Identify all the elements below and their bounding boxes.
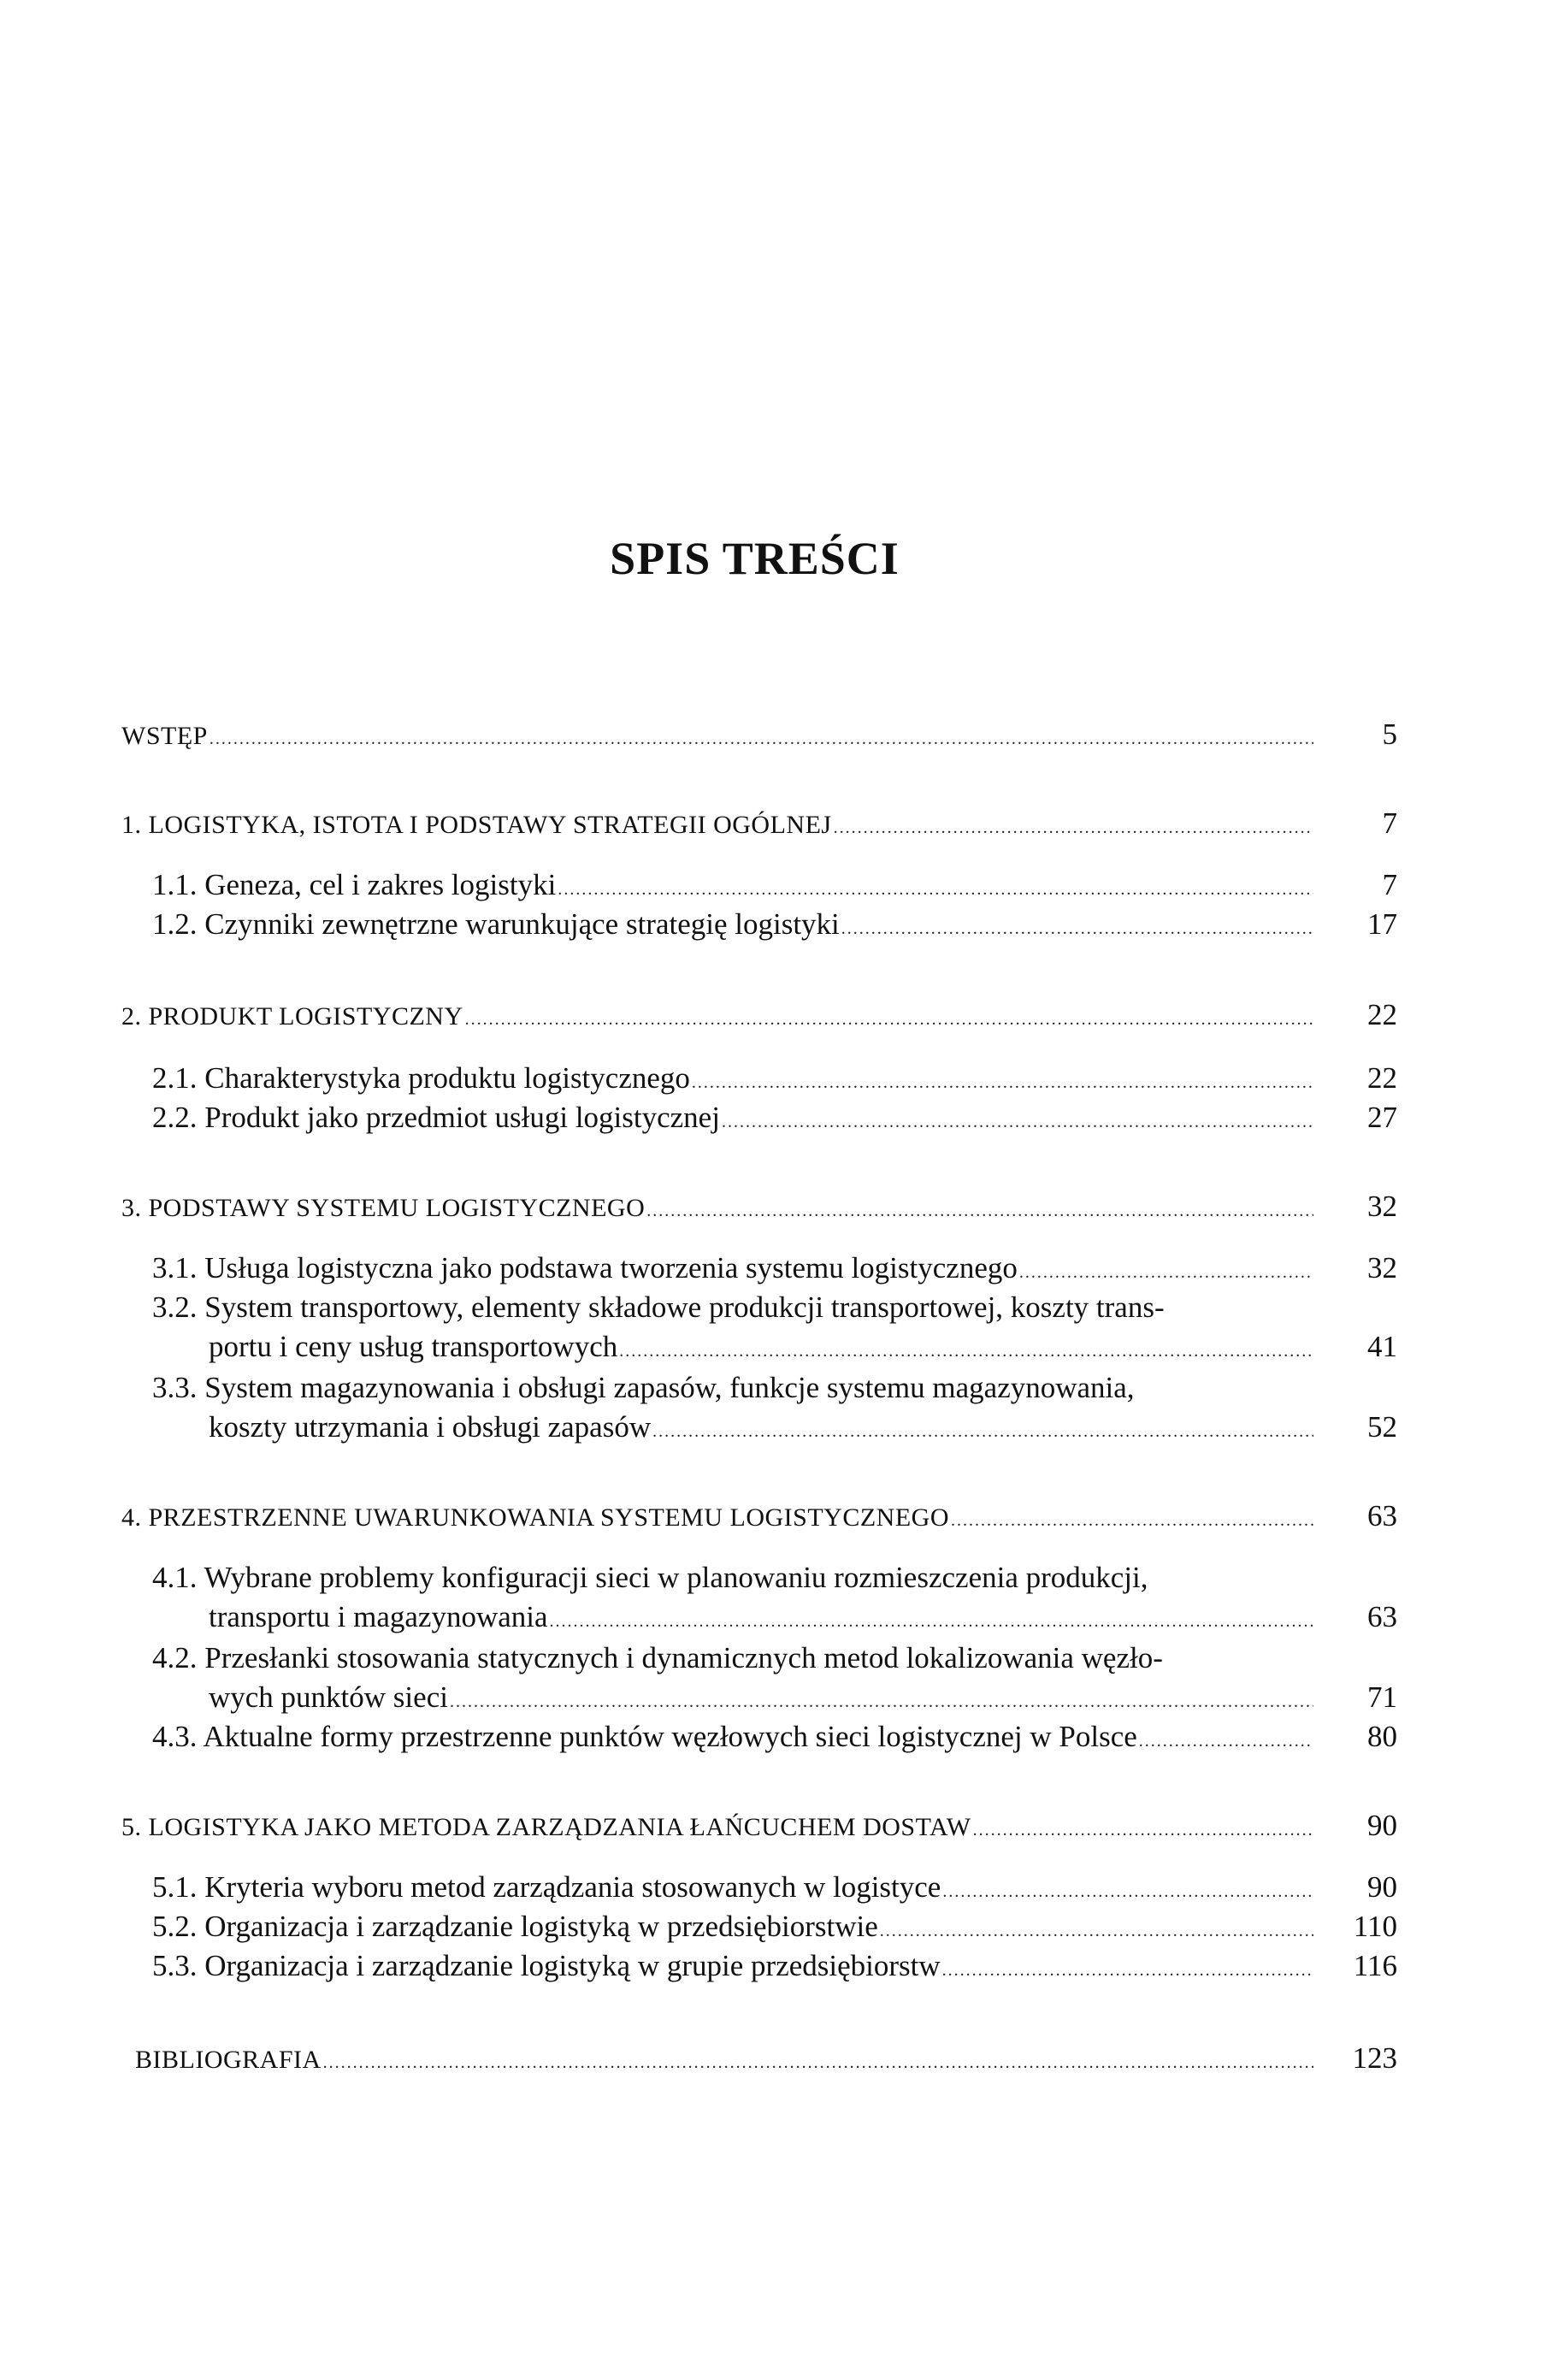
toc-section-3-2 [209, 1327, 1397, 1371]
toc-entry-page: 63 [1367, 1499, 1397, 1533]
toc-entry-label: 1.2. Czynniki zewnętrzne warunkujące strategię logistyki [152, 907, 840, 941]
page-title: SPIS TREŚCI [610, 533, 900, 584]
toc-leader-dots [558, 870, 1313, 909]
toc-section-3-3-line1 [152, 1368, 1315, 1408]
toc-entry-label: 1. LOGISTYKA, ISTOTA I PODSTAWY STRATEGII OGÓLNEJ [121, 811, 832, 839]
toc-leader-dots [619, 1332, 1313, 1371]
toc-leader-dots [942, 1951, 1313, 1990]
toc-entry-label: 5.3. Organizacja i zarządzanie logistyką w grupie przedsiębiorstw [152, 1949, 941, 1982]
toc-entry-label: 5. LOGISTYKA JAKO METODA ZARZĄDZANIA ŁAŃCUCHEM DOSTAW [121, 1813, 971, 1841]
toc-section-3-3 [209, 1408, 1397, 1451]
toc-entry-label: 1.1. Geneza, cel i zakres logistyki [152, 868, 557, 901]
toc-entry-label-continued: wych punktów sieci [209, 1680, 448, 1714]
toc-entry-page: 5 [1382, 718, 1397, 751]
toc-section-4-2-line1 [152, 1639, 1315, 1678]
toc-leader-dots [834, 808, 1313, 847]
toc-entry-page: 52 [1367, 1410, 1397, 1444]
toc-entry-label: 4.3. Aktualne formy przestrzenne punktów węzłowych sieci logistycznej w Polsce [152, 1720, 1137, 1753]
toc-entry-label: 3.3. System magazynowania i obsługi zapasów, funkcje systemu magazynowania, [152, 1371, 1135, 1404]
toc-entry-page: 27 [1367, 1101, 1397, 1134]
toc-entry-label: 2.1. Charakterystyka produktu logistycznego [152, 1061, 690, 1095]
toc-leader-dots [973, 1810, 1313, 1850]
toc-section-1-1 [152, 865, 1397, 909]
toc-entry-label: 3.1. Usługa logistyczna jako podstawa tworzenia systemu logistycznego [152, 1251, 1018, 1284]
toc-leader-dots [323, 2043, 1313, 2082]
toc-entry-bibliography [135, 2039, 1397, 2082]
toc-entry-page: 22 [1367, 998, 1397, 1031]
toc-section-5-3 [152, 1946, 1397, 1990]
toc-entry-label: 4.1. Wybrane problemy konfiguracji sieci w planowaniu rozmieszczenia produkcji, [152, 1561, 1148, 1594]
toc-entry-label: 3. PODSTAWY SYSTEMU LOGISTYCZNEGO [121, 1194, 646, 1222]
toc-entry-label: BIBLIOGRAFIA [135, 2046, 322, 2074]
toc-leader-dots [880, 1911, 1313, 1951]
toc-entry-label: 5.1. Kryteria wyboru metod zarządzania stosowanych w logistyce [152, 1870, 941, 1904]
toc-entry-intro [121, 715, 1397, 759]
toc-leader-dots [1139, 1722, 1313, 1761]
toc-section-1-2 [152, 905, 1397, 948]
toc-leader-dots [646, 1191, 1313, 1231]
toc-entry-label-continued: portu i ceny usług transportowych [209, 1330, 618, 1363]
toc-leader-dots [841, 909, 1313, 948]
toc-section-4-1-line1 [152, 1558, 1315, 1597]
toc-entry-label: WSTĘP [121, 722, 208, 750]
toc-entry-label: 3.2. System transportowy, elementy składowe produkcji transportowej, koszty trans- [152, 1290, 1165, 1324]
toc-entry-label: 4.2. Przesłanki stosowania statycznych i dynamicznych metod lokalizowania węzło- [152, 1641, 1163, 1674]
toc-section-2-2 [152, 1098, 1397, 1142]
toc-leader-dots [692, 1063, 1313, 1102]
toc-entry-page: 123 [1352, 2041, 1397, 2075]
toc-leader-dots [450, 1682, 1313, 1722]
toc-entry-page: 90 [1367, 1870, 1397, 1904]
toc-entry-page: 7 [1382, 806, 1397, 840]
toc-entry-page: 80 [1367, 1720, 1397, 1753]
toc-entry-label-continued: koszty utrzymania i obsługi zapasów [209, 1410, 652, 1444]
toc-chapter-4 [121, 1497, 1397, 1540]
toc-entry-page: 32 [1367, 1251, 1397, 1284]
toc-entry-page: 32 [1367, 1190, 1397, 1223]
toc-leader-dots [465, 1000, 1313, 1039]
toc-section-5-2 [152, 1907, 1397, 1951]
toc-entry-label-continued: transportu i magazynowania [209, 1600, 548, 1633]
toc-chapter-3 [121, 1187, 1397, 1231]
toc-entry-label: 2.2. Produkt jako przedmiot usługi logistycznej [152, 1101, 720, 1134]
toc-entry-page: 90 [1367, 1809, 1397, 1842]
toc-entry-page: 41 [1367, 1330, 1397, 1363]
toc-leader-dots [942, 1872, 1313, 1911]
toc-leader-dots [210, 719, 1313, 759]
toc-section-4-3 [152, 1717, 1397, 1761]
toc-section-4-2 [209, 1678, 1397, 1722]
toc-entry-page: 17 [1367, 907, 1397, 941]
toc-chapter-1 [121, 804, 1397, 847]
toc-section-3-2-line1 [152, 1288, 1315, 1327]
toc-section-4-1 [209, 1597, 1397, 1641]
toc-entry-label: 2. PRODUKT LOGISTYCZNY [121, 1002, 463, 1031]
toc-entry-page: 110 [1353, 1910, 1397, 1943]
toc-leader-dots [722, 1102, 1313, 1142]
toc-leader-dots [1019, 1253, 1313, 1292]
toc-section-5-1 [152, 1868, 1397, 1911]
toc-section-3-1 [152, 1249, 1397, 1292]
toc-chapter-2 [121, 995, 1397, 1039]
toc-entry-page: 7 [1382, 868, 1397, 901]
toc-leader-dots [951, 1501, 1313, 1540]
toc-entry-label: 5.2. Organizacja i zarządzanie logistyką w przedsiębiorstwie [152, 1910, 878, 1943]
toc-leader-dots [550, 1602, 1313, 1641]
toc-entry-page: 63 [1367, 1600, 1397, 1633]
toc-entry-page: 71 [1367, 1680, 1397, 1714]
toc-section-2-1 [152, 1059, 1397, 1102]
toc-chapter-5 [121, 1806, 1397, 1850]
toc-entry-label: 4. PRZESTRZENNE UWARUNKOWANIA SYSTEMU LOGISTYCZNEGO [121, 1503, 949, 1532]
toc-leader-dots [652, 1412, 1313, 1451]
toc-entry-page: 22 [1367, 1061, 1397, 1095]
toc-entry-page: 116 [1353, 1949, 1397, 1982]
